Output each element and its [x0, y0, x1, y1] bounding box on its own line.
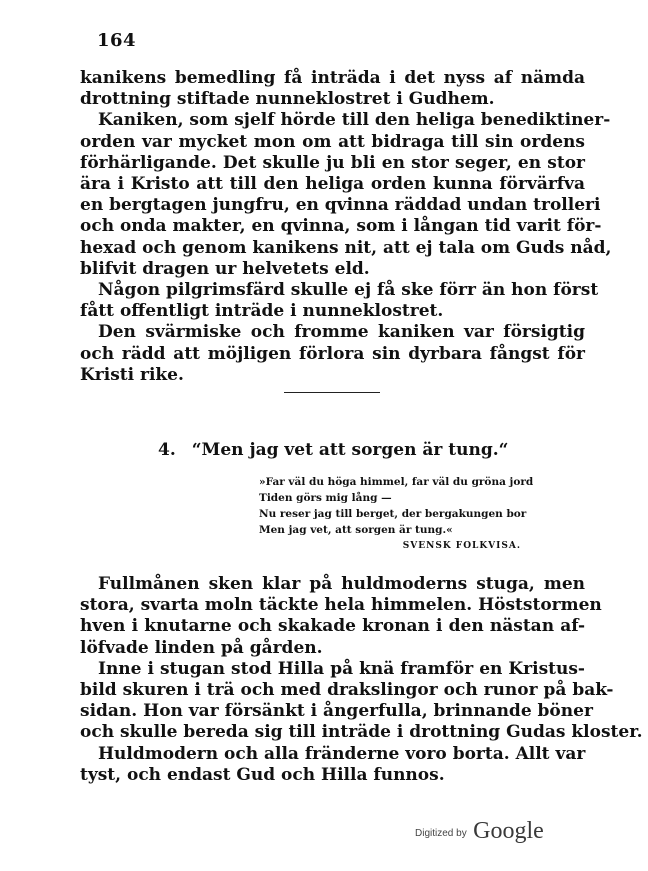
- text-line: hven i knutarne och skakade kronan i den nästan af-: [80, 616, 585, 637]
- section-title: “Men jag vet att sorgen är tung.“: [191, 440, 509, 460]
- text-line: blifvit dragen ur helvetets eld.: [80, 258, 370, 279]
- text-line: Någon pilgrimsfärd skulle ej få ske förr än hon först: [98, 280, 599, 301]
- text-line: fått offentligt inträde i nunneklostret.: [80, 301, 444, 322]
- text-line: och onda makter, en qvinna, som i långan tid varit för-: [80, 216, 602, 237]
- text-line: kanikens bemedling få inträda i det nyss af nämda: [80, 68, 585, 88]
- text-line: Inne i stugan stod Hilla på knä framför en Kristus-: [98, 658, 585, 679]
- page-number: 164: [97, 30, 137, 51]
- epigraph-source: SVENSK FOLKVISA.: [402, 541, 521, 551]
- epigraph-line: Men jag vet, att sorgen är tung.«: [259, 524, 453, 536]
- digitized-watermark: [415, 818, 544, 845]
- section-heading: [158, 440, 508, 460]
- text-line: Huldmodern och alla fränderne voro borta. Allt var: [98, 743, 586, 764]
- body-text-bottom: [80, 574, 643, 786]
- text-line: orden var mycket mon om att bidraga till sin ordens: [80, 131, 585, 152]
- text-line: drottning stiftade nunneklostret i Gudhem.: [80, 89, 495, 110]
- epigraph: [259, 474, 577, 554]
- text-line: stora, svarta moln täckte hela himmelen. Höststormen: [80, 595, 602, 616]
- text-line: bild skuren i trä och med drakslingor och runor på bak-: [80, 680, 614, 701]
- text-line: hexad och genom kanikens nit, att ej tala om Guds nåd,: [80, 237, 612, 258]
- text-line: och rädd att möjligen förlora sin dyrbara fångst för: [80, 343, 585, 364]
- google-logo: Google: [473, 818, 544, 844]
- text-line: sidan. Hon var försänkt i ångerfulla, brinnande böner: [80, 701, 593, 722]
- body-text-top: [80, 68, 612, 386]
- epigraph-line: Tiden görs mig lång —: [259, 492, 392, 504]
- epigraph-line: Nu reser jag till berget, der bergakungen bor: [259, 508, 527, 520]
- epigraph-line: »Far väl du höga himmel, far väl du gröna jord: [259, 476, 534, 488]
- text-line: och skulle bereda sig till inträde i drottning Gudas kloster.: [80, 722, 643, 743]
- text-line: Fullmånen sken klar på huldmoderns stuga, men: [98, 574, 585, 594]
- text-line: en bergtagen jungfru, en qvinna räddad undan trolleri: [80, 195, 601, 216]
- text-line: förhärligande. Det skulle ju bli en stor seger, en stor: [80, 152, 585, 173]
- text-line: löfvade linden på gården.: [80, 637, 323, 658]
- text-line: Den svärmiske och fromme kaniken var försigtig: [98, 322, 585, 343]
- watermark-prefix: Digitized by: [415, 828, 467, 839]
- text-line: ära i Kristo att till den heliga orden kunna förvärfva: [80, 174, 585, 195]
- section-number: 4.: [158, 440, 176, 460]
- section-divider: [284, 392, 380, 393]
- text-line: Kaniken, som sjelf hörde till den heliga benediktiner-: [98, 110, 611, 131]
- text-line: tyst, och endast Gud och Hilla funnos.: [80, 764, 445, 785]
- text-line: Kristi rike.: [80, 364, 184, 385]
